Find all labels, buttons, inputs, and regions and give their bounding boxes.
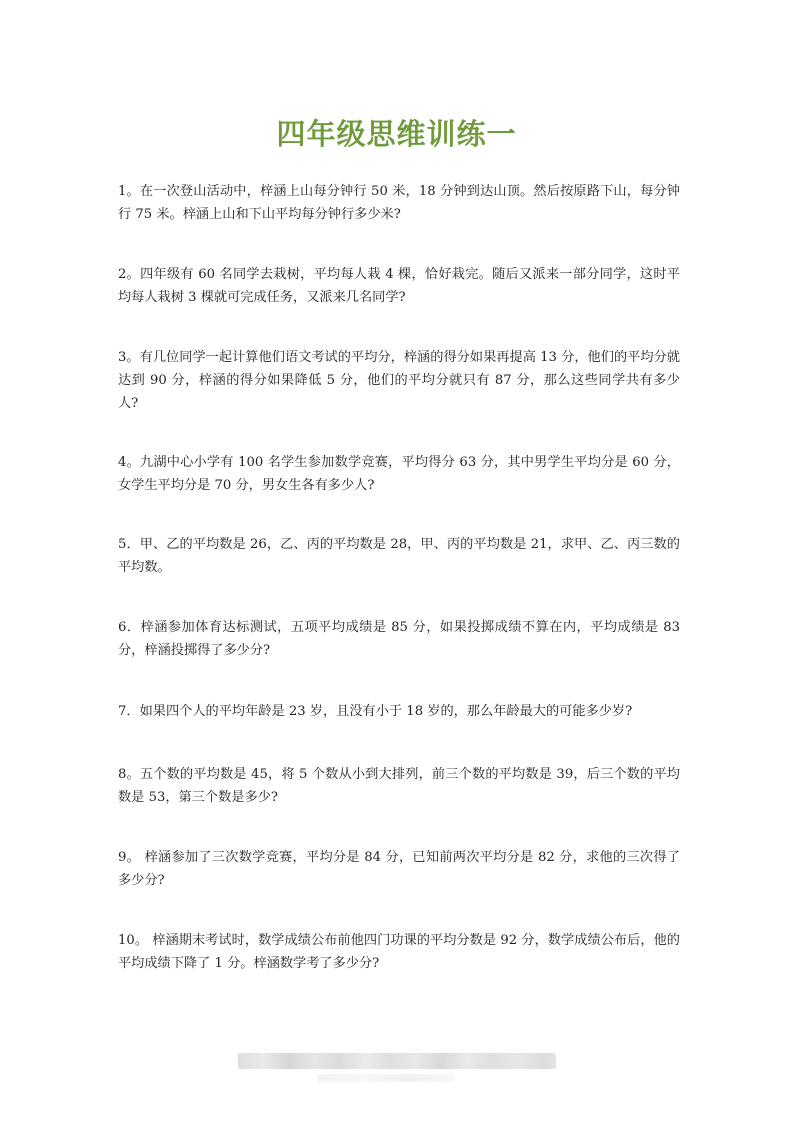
page-title: 四年级思维训练一 [276, 117, 517, 151]
question-1: 1。在一次登山活动中，梓涵上山每分钟行 50 米，18 分钟到达山顶。然后按原路下山，每分钟行 75 米。梓涵上山和下山平均每分钟行多少米? [118, 184, 680, 222]
question-3: 3。有几位同学一起计算他们语文考试的平均分，梓涵的得分如果再提高 13 分，他们的平均分就达到 90 分，梓涵的得分如果降低 5 分，他们的平均分就只有 87 分，那么这些同学共有多少人? [118, 350, 680, 411]
question-4: 4。九湖中心小学有 100 名学生参加数学竞赛，平均得分 63 分，其中男学生平均分是 60 分，女学生平均分是 70 分，男女生各有多少人? [118, 455, 680, 493]
question-8: 8。五个数的平均数是 45，将 5 个数从小到大排列，前三个数的平均数是 39，后三个数的平均数是 53，第三个数是多少? [118, 767, 680, 805]
question-9: 9。 梓涵参加了三次数学竞赛，平均分是 84 分，已知前两次平均分是 82 分，求他的三次得了多少分? [118, 850, 680, 888]
blurred-footer-watermark-line [318, 1074, 454, 1082]
question-6: 6．梓涵参加体育达标测试，五项平均成绩是 85 分，如果投掷成绩不算在内，平均成绩是 83 分，梓涵投掷得了多少分? [118, 620, 680, 658]
question-7: 7．如果四个人的平均年龄是 23 岁，且没有小于 18 岁的，那么年龄最大的可能多少岁? [118, 704, 633, 719]
question-2: 2。四年级有 60 名同学去栽树，平均每人栽 4 棵，恰好栽完。随后又派来一部分同学，这时平均每人栽树 3 棵就可完成任务，又派来几名同学? [118, 267, 680, 305]
question-5: 5．甲、乙的平均数是 26，乙、丙的平均数是 28，甲、丙的平均数是 21，求甲、乙、丙三数的平均数。 [118, 537, 680, 575]
blurred-footer-watermark [238, 1053, 556, 1069]
question-10: 10。 梓涵期末考试时，数学成绩公布前他四门功课的平均分数是 92 分，数学成绩公布后，他的平均成绩下降了 1 分。梓涵数学考了多少分? [118, 933, 680, 971]
